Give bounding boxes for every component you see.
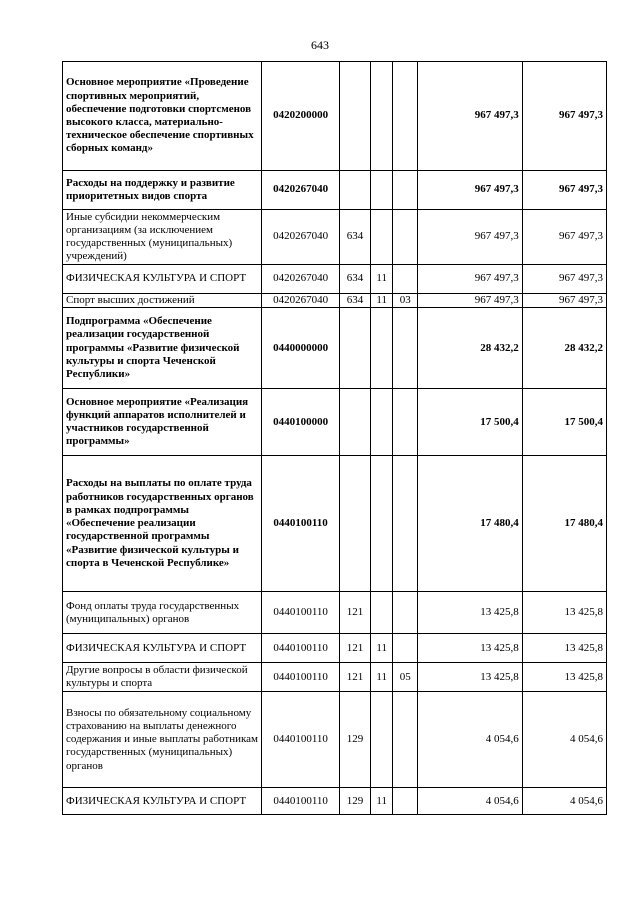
- row-name-cell: Подпрограмма «Обеспечение реализации государственной программы «Развитие физической культуры и спорта Чеченской Республики»: [63, 308, 262, 389]
- row-amount-total-cell: 28 432,2: [522, 308, 606, 389]
- row-amount-total-cell: 13 425,8: [522, 592, 606, 634]
- row-expense-type-cell: [340, 456, 371, 592]
- row-amount-cell: 967 497,3: [418, 294, 523, 308]
- row-amount-total-cell: 967 497,3: [522, 265, 606, 294]
- row-section-cell: [370, 210, 393, 265]
- row-amount-total-cell: 17 480,4: [522, 456, 606, 592]
- row-expense-type-cell: 121: [340, 592, 371, 634]
- row-expense-type-cell: [340, 171, 371, 210]
- budget-table-body: [63, 62, 607, 815]
- row-section-cell: 11: [370, 663, 393, 692]
- row-name-cell: Расходы на поддержку и развитие приоритетных видов спорта: [63, 171, 262, 210]
- row-subsection-cell: [393, 171, 418, 210]
- row-section-cell: 11: [370, 265, 393, 294]
- row-subsection-cell: 03: [393, 294, 418, 308]
- row-subsection-cell: [393, 788, 418, 815]
- row-code-cell: 0440100110: [262, 692, 340, 788]
- table-row: [63, 210, 607, 265]
- row-section-cell: 11: [370, 788, 393, 815]
- row-amount-total-cell: 967 497,3: [522, 171, 606, 210]
- row-code-cell: 0420267040: [262, 171, 340, 210]
- table-row: [63, 62, 607, 171]
- row-expense-type-cell: 634: [340, 294, 371, 308]
- row-expense-type-cell: 634: [340, 210, 371, 265]
- row-code-cell: 0440000000: [262, 308, 340, 389]
- row-amount-cell: 4 054,6: [418, 692, 523, 788]
- row-expense-type-cell: 121: [340, 663, 371, 692]
- row-name-cell: ФИЗИЧЕСКАЯ КУЛЬТУРА И СПОРТ: [63, 265, 262, 294]
- row-amount-total-cell: 967 497,3: [522, 62, 606, 171]
- row-expense-type-cell: 129: [340, 692, 371, 788]
- table-row: [63, 592, 607, 634]
- row-section-cell: [370, 171, 393, 210]
- row-name-cell: Взносы по обязательному социальному страхованию на выплаты денежного содержания и иные выплаты работникам государственных (муниципальных) органов: [63, 692, 262, 788]
- budget-table: [62, 61, 607, 815]
- table-row: [63, 663, 607, 692]
- row-code-cell: 0420267040: [262, 210, 340, 265]
- row-name-cell: Спорт высших достижений: [63, 294, 262, 308]
- row-name-cell: Основное мероприятие «Проведение спортивных мероприятий, обеспечение подготовки спортсменов высокого класса, материально-техническое обеспечение спортивных сборных команд»: [63, 62, 262, 171]
- row-name-cell: Основное мероприятие «Реализация функций аппаратов исполнителей и участников государственной программы»: [63, 389, 262, 456]
- table-row: [63, 692, 607, 788]
- row-code-cell: 0420267040: [262, 265, 340, 294]
- row-amount-total-cell: 13 425,8: [522, 663, 606, 692]
- row-subsection-cell: [393, 634, 418, 663]
- row-amount-cell: 967 497,3: [418, 210, 523, 265]
- row-section-cell: [370, 389, 393, 456]
- row-code-cell: 0440100110: [262, 456, 340, 592]
- row-amount-cell: 13 425,8: [418, 592, 523, 634]
- table-row: [63, 294, 607, 308]
- row-amount-total-cell: 967 497,3: [522, 294, 606, 308]
- row-expense-type-cell: [340, 62, 371, 171]
- row-expense-type-cell: [340, 308, 371, 389]
- row-subsection-cell: [393, 389, 418, 456]
- row-code-cell: 0420200000: [262, 62, 340, 171]
- row-subsection-cell: [393, 62, 418, 171]
- row-subsection-cell: [393, 265, 418, 294]
- row-expense-type-cell: 129: [340, 788, 371, 815]
- row-code-cell: 0440100000: [262, 389, 340, 456]
- row-section-cell: [370, 692, 393, 788]
- row-amount-cell: 13 425,8: [418, 663, 523, 692]
- row-code-cell: 0440100110: [262, 634, 340, 663]
- table-row: [63, 308, 607, 389]
- row-subsection-cell: [393, 456, 418, 592]
- row-section-cell: [370, 456, 393, 592]
- table-row: [63, 456, 607, 592]
- row-name-cell: Другие вопросы в области физической культуры и спорта: [63, 663, 262, 692]
- row-expense-type-cell: 121: [340, 634, 371, 663]
- row-section-cell: 11: [370, 294, 393, 308]
- row-amount-cell: 13 425,8: [418, 634, 523, 663]
- row-amount-cell: 17 500,4: [418, 389, 523, 456]
- row-section-cell: [370, 308, 393, 389]
- row-amount-total-cell: 4 054,6: [522, 692, 606, 788]
- row-amount-total-cell: 17 500,4: [522, 389, 606, 456]
- row-amount-cell: 967 497,3: [418, 265, 523, 294]
- row-name-cell: ФИЗИЧЕСКАЯ КУЛЬТУРА И СПОРТ: [63, 634, 262, 663]
- row-amount-total-cell: 13 425,8: [522, 634, 606, 663]
- row-name-cell: Расходы на выплаты по оплате труда работников государственных органов в рамках подпрограммы «Обеспечение реализации государственной программы «Развитие физической культуры и спорта в Чеченской Республике»: [63, 456, 262, 592]
- row-code-cell: 0440100110: [262, 788, 340, 815]
- row-amount-cell: 17 480,4: [418, 456, 523, 592]
- row-subsection-cell: [393, 592, 418, 634]
- row-amount-cell: 967 497,3: [418, 62, 523, 171]
- row-code-cell: 0420267040: [262, 294, 340, 308]
- row-name-cell: Иные субсидии некоммерческим организациям (за исключением государственных (муниципальных) учреждений): [63, 210, 262, 265]
- table-row: [63, 171, 607, 210]
- row-amount-cell: 4 054,6: [418, 788, 523, 815]
- table-row: [63, 634, 607, 663]
- row-expense-type-cell: [340, 389, 371, 456]
- row-section-cell: [370, 592, 393, 634]
- row-subsection-cell: [393, 308, 418, 389]
- row-code-cell: 0440100110: [262, 663, 340, 692]
- row-amount-cell: 967 497,3: [418, 171, 523, 210]
- row-section-cell: [370, 62, 393, 171]
- page-number: 643: [311, 38, 329, 52]
- row-expense-type-cell: 634: [340, 265, 371, 294]
- row-name-cell: Фонд оплаты труда государственных (муниципальных) органов: [63, 592, 262, 634]
- row-amount-cell: 28 432,2: [418, 308, 523, 389]
- row-subsection-cell: [393, 692, 418, 788]
- row-amount-total-cell: 4 054,6: [522, 788, 606, 815]
- table-row: [63, 265, 607, 294]
- row-code-cell: 0440100110: [262, 592, 340, 634]
- row-subsection-cell: 05: [393, 663, 418, 692]
- table-row: [63, 788, 607, 815]
- row-name-cell: ФИЗИЧЕСКАЯ КУЛЬТУРА И СПОРТ: [63, 788, 262, 815]
- table-row: [63, 389, 607, 456]
- row-section-cell: 11: [370, 634, 393, 663]
- row-subsection-cell: [393, 210, 418, 265]
- row-amount-total-cell: 967 497,3: [522, 210, 606, 265]
